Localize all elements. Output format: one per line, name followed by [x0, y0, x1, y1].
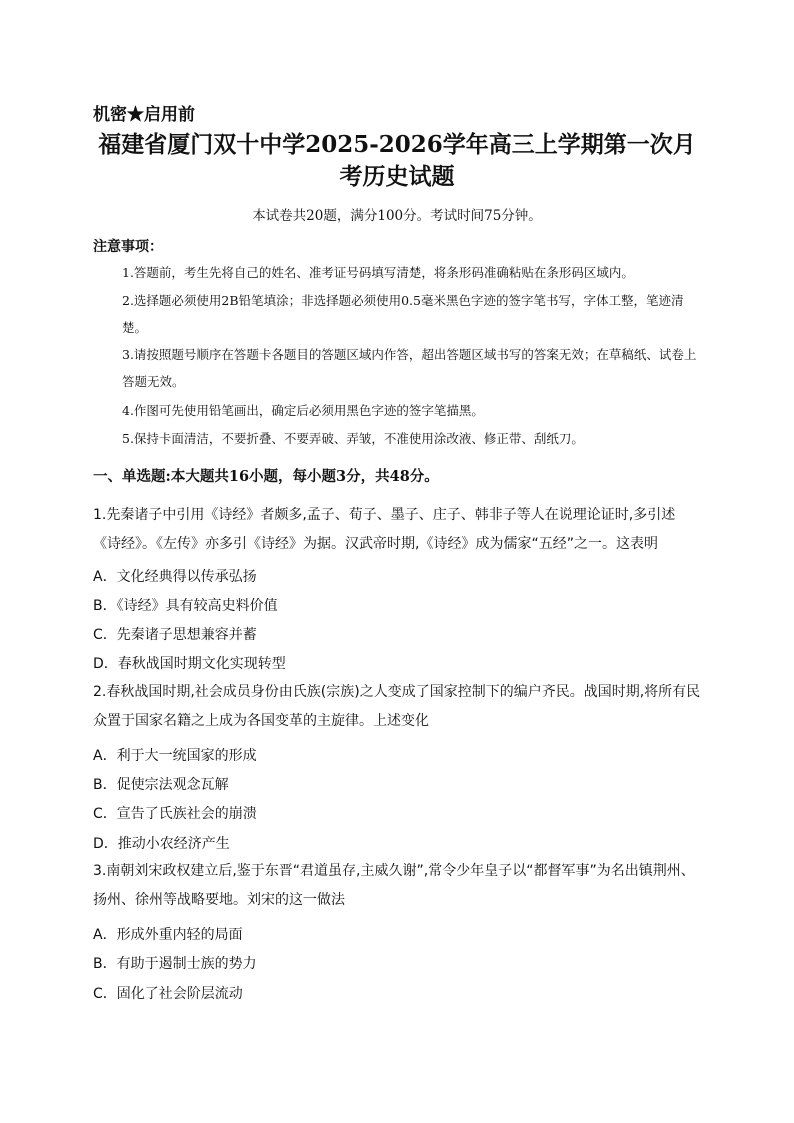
notice-item-5: 5.保持卡面清洁，不要折叠、不要弄破、弄皱，不准使用涂改液、修正带、刮纸刀。 [122, 431, 584, 446]
question-2-option-a: A．利于大一统国家的形成 [93, 748, 257, 764]
notice-item-1: 1.答题前，考生先将自己的姓名、准考证号码填写清楚，将条形码准确粘贴在条形码区域内。 [122, 265, 634, 280]
question-3-option-b: B．有助于遏制士族的势力 [93, 956, 257, 972]
question-3-stem: 3.南朝刘宋政权建立后,鉴于东晋“君道虽存,主威久谢”,常令少年皇子以“都督军事”为名出镇荆州、扬州、徐州等战略要地。刘宋的这一做法 [93, 863, 695, 908]
question-2-stem: 2.春秋战国时期,社会成员身份由氏族(宗族)之人变成了国家控制下的编户齐民。战国时期,将所有民众置于国家名籍之上成为各国变革的主旋律。上述变化 [93, 684, 701, 729]
question-3-option-a: A．形成外重内轻的局面 [93, 927, 243, 943]
question-1-stem: 1.先秦诸子中引用《诗经》者颇多,孟子、荀子、墨子、庄子、韩非子等人在说理论证时,多引述《诗经》。《左传》亦多引《诗经》为据。汉武帝时期,《诗经》成为儒家“五经”之一。这表明 [93, 507, 676, 552]
exam-title-line2: 考历史试题 [339, 163, 455, 190]
exam-title-line1: 福建省厦门双十中学2025-2026学年高三上学期第一次月 [98, 131, 696, 158]
question-2-option-c: C．宣告了氏族社会的崩溃 [93, 806, 257, 822]
question-1-option-d: D．春秋战国时期文化实现转型 [93, 656, 286, 672]
notice-item-3: 3.请按照题号顺序在答题卡各题目的答题区域内作答，超出答题区域书写的答案无效；在草稿纸、试卷上答题无效。 [122, 347, 697, 389]
question-2-option-b: B．促使宗法观念瓦解 [93, 777, 229, 793]
section-heading: 一、单选题:本大题共16小题，每小题3分，共48分。 [93, 468, 439, 485]
notice-item-4: 4.作图可先使用铅笔画出，确定后必须用黑色字迹的签字笔描黑。 [122, 403, 484, 418]
exam-info: 本试卷共20题，满分100分。考试时间75分钟。 [252, 208, 542, 224]
notice-item-2: 2.选择题必须使用2B铅笔填涂；非选择题必须使用0.5毫米黑色字迹的签字笔书写，字体工整，笔迹清楚。 [122, 293, 684, 335]
question-1-option-c: C．先秦诸子思想兼容并蓄 [93, 627, 257, 643]
notice-heading: 注意事项： [93, 239, 163, 255]
question-3-option-c: C．固化了社会阶层流动 [93, 986, 243, 1002]
question-1-option-b: B．《诗经》具有较高史料价值 [93, 598, 278, 614]
question-2-option-d: D．推动小农经济产生 [93, 836, 230, 852]
confidential-label: 机密★启用前 [93, 105, 195, 125]
question-1-option-a: A．文化经典得以传承弘扬 [93, 569, 257, 585]
